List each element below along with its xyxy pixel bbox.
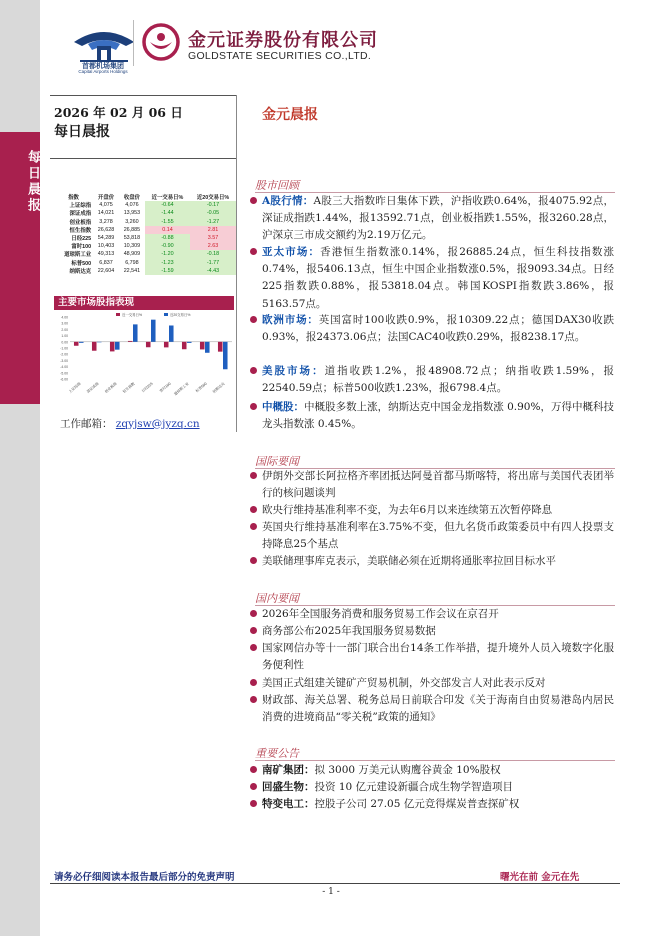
- bullet-icon: [250, 403, 257, 410]
- cell-d1: -0.88: [145, 234, 190, 242]
- category-label: 创业板指: [104, 381, 118, 395]
- cell-open: 6,837: [99, 259, 113, 266]
- cell-name: 创业板指: [69, 219, 92, 226]
- item-key: 中概股：: [262, 401, 305, 413]
- list-item: [262, 193, 614, 245]
- logo1-name: 首都机场集团: [82, 63, 124, 70]
- bar: [200, 342, 205, 350]
- cell-open: 26,628: [97, 226, 115, 233]
- cell-name: 标普500: [71, 260, 92, 267]
- bar: [97, 342, 102, 343]
- table-row: [54, 267, 236, 275]
- cell-open: 14,021: [97, 210, 115, 217]
- goldstate-logo-icon: [141, 22, 181, 62]
- cell-close: 48,909: [123, 251, 141, 258]
- col-header: 收盘价: [123, 195, 141, 202]
- y-tick-label: 1.00: [61, 334, 68, 339]
- list-item: [262, 468, 614, 502]
- bar: [205, 342, 210, 353]
- bar: [74, 342, 79, 346]
- cell-name: 上证综指: [69, 203, 92, 210]
- cell-close: 4,076: [125, 202, 139, 209]
- y-tick-label: -1.00: [60, 346, 68, 351]
- table-row: [54, 209, 236, 217]
- bullet-icon: [250, 523, 257, 530]
- item-text: 欧央行维持基准利率不变，为去年6月以来连续第五次暂停降息: [262, 504, 553, 516]
- cell-d20: 3.57: [190, 234, 236, 242]
- bullet-icon: [250, 627, 257, 634]
- cell-close: 10,309: [123, 243, 141, 250]
- report-heading: 金元晨报: [262, 107, 318, 123]
- list-item: [262, 692, 614, 726]
- item-key: A股行情：: [262, 195, 314, 207]
- list-item: [262, 796, 614, 813]
- bullet-icon: [250, 783, 257, 790]
- category-label: 深证成指: [86, 381, 100, 395]
- cell-d20: 2.63: [190, 242, 236, 250]
- page-title: 每日晨报: [54, 124, 110, 140]
- cell-name: 道琼斯工业: [64, 252, 92, 259]
- legend-label: 近一交易日%: [122, 313, 142, 317]
- bar: [146, 342, 151, 347]
- bullet-icon: [250, 197, 257, 204]
- section-heading: 重要公告: [255, 747, 299, 760]
- brand-name-en: GOLDSTATE SECURITIES CO.,LTD.: [188, 50, 372, 62]
- market-index-chart: [54, 311, 236, 401]
- list-item: [262, 606, 614, 623]
- item-key: 回盛生物：: [262, 781, 315, 793]
- item-text: 投资 10 亿元建设新疆合成生物学智造项目: [314, 781, 514, 793]
- section-heading: 国内要闻: [255, 592, 299, 605]
- item-key: 欧洲市场：: [262, 314, 319, 326]
- item-text: A股三大指数昨日集体下跌，沪指收跌0.64%，报4075.92点，深证成指跌1.44%，报13592.71点，创业板指跌1.55%，报3260.28点，沪深京三市成交额约为2.19万亿元。: [262, 195, 615, 242]
- list-item: [262, 623, 614, 640]
- item-text: 伊朗外交部长阿拉格齐率团抵达阿曼首都马斯喀特，将出席与美国代表团举行的核问题谈判: [262, 470, 614, 500]
- column-divider: [236, 95, 237, 432]
- table-row: [54, 201, 236, 209]
- list-item: [262, 502, 614, 519]
- item-text: 英国富时100收跌0.9%，报10309.22点；德国DAX30收跌0.93%，报24373.06点；法国CAC40收跌0.29%，报8238.17点。: [262, 314, 615, 344]
- list-item: [262, 553, 614, 570]
- disclaimer-note: 请务必仔细阅读本报告最后部分的免责声明: [54, 872, 235, 883]
- bar: [169, 325, 174, 341]
- table-row: [54, 250, 236, 258]
- item-key: 美股市场：: [262, 365, 325, 377]
- contact-label: 工作邮箱：: [60, 418, 113, 430]
- cell-open: 22,604: [97, 267, 115, 274]
- sidebar-title: 每日晨报: [25, 150, 40, 214]
- legend-swatch: [164, 313, 168, 316]
- cell-d20: -0.18: [190, 250, 236, 258]
- category-label: 道琼斯工业: [173, 381, 190, 397]
- y-tick-label: -4.00: [60, 365, 68, 370]
- cell-d1: 0.14: [145, 226, 190, 234]
- item-text: 香港恒生指数涨0.14%，报26885.24点，恒生科技指数涨0.74%，报5406.13点，恒生中国企业指数涨0.5%，报9093.34点。日经225指数跌0.88%，报53818.04点。韩国KOSPI指数跌3.86%，报5163.57点。: [262, 246, 614, 310]
- cell-d20: -1.27: [190, 218, 236, 226]
- category-label: 上证综指: [68, 381, 82, 395]
- col-header: 近20交易日%: [196, 195, 230, 202]
- table-row: [54, 234, 236, 242]
- section-heading: 股市回顾: [255, 179, 299, 192]
- item-text: 美国正式组建关键矿产贸易机制，外交部发言人对此表示反对: [262, 677, 546, 689]
- item-text: 2026年全国服务消费和服务贸易工作会议在京召开: [262, 608, 499, 620]
- bullet-icon: [250, 696, 257, 703]
- bar: [151, 320, 156, 342]
- contact-line: [60, 416, 200, 431]
- bullet-icon: [250, 557, 257, 564]
- list-item: [262, 363, 614, 397]
- y-tick-label: -3.00: [60, 358, 68, 363]
- bar: [164, 342, 169, 348]
- brand-name-cn: 金元证券股份有限公司: [188, 30, 378, 50]
- item-text: 国家网信办等十一部门联合出台14条工作举措，提升境外人员入境数字化服务便利性: [262, 642, 614, 672]
- cell-d20: -0.17: [190, 201, 236, 209]
- section-rule: [255, 760, 615, 761]
- cell-d1: -0.64: [145, 201, 190, 209]
- top-rule: [50, 95, 236, 96]
- y-tick-label: -6.00: [60, 377, 68, 382]
- y-tick-label: 4.00: [61, 315, 68, 320]
- index-table: [54, 193, 236, 275]
- item-text: 商务部公布2025年我国服务贸易数据: [262, 625, 436, 637]
- bar: [187, 342, 192, 343]
- cell-open: 54,289: [97, 235, 115, 242]
- slogan: 曙光在前 金元在先: [500, 872, 580, 883]
- cell-open: 4,075: [99, 202, 113, 209]
- category-label: 恒生指数: [122, 381, 136, 395]
- category-label: 标普500: [194, 381, 208, 394]
- list-item: [262, 399, 614, 433]
- cell-close: 22,541: [123, 267, 141, 274]
- item-text: 英国央行维持基准利率在3.75%不变，但九名货币政策委员中有四人投票支持降息25个基点: [262, 521, 614, 551]
- bar: [115, 342, 120, 350]
- cell-name: 日经225: [71, 236, 92, 243]
- bar: [223, 342, 228, 369]
- cell-open: 3,278: [99, 218, 113, 225]
- y-tick-label: -5.00: [60, 371, 68, 376]
- legend-swatch: [116, 313, 120, 316]
- cell-d20: -0.05: [190, 209, 236, 217]
- cell-d1: -0.90: [145, 242, 190, 250]
- bullet-icon: [250, 367, 257, 374]
- bullet-icon: [250, 610, 257, 617]
- item-text: 财政部、海关总署、税务总局日前联合印发《关于海南自由贸易港岛内居民消费的进境商品“零关税”政策的通知》: [262, 694, 614, 724]
- cell-close: 53,818: [123, 235, 141, 242]
- bar: [92, 342, 97, 351]
- cell-name: 纳斯达克: [69, 268, 92, 275]
- bar: [128, 341, 133, 342]
- list-item: [262, 779, 614, 796]
- contact-email-link[interactable]: zqyjsw@jyzq.cn: [115, 418, 200, 430]
- legend-label: 近20交易日%: [170, 313, 191, 317]
- bullet-icon: [250, 472, 257, 479]
- cell-close: 13,953: [123, 210, 141, 217]
- page-number: - 1 -: [322, 887, 340, 897]
- cell-d20: 2.81: [190, 226, 236, 234]
- y-tick-label: -2.00: [60, 352, 68, 357]
- item-key: 特变电工：: [262, 798, 315, 810]
- item-text: 拟 3000 万美元认购鹰谷黄金 10%股权: [314, 764, 501, 776]
- bullet-icon: [250, 644, 257, 651]
- list-item: [262, 312, 614, 346]
- list-item: [262, 519, 614, 553]
- item-text: 美联储理事库克表示，美联储必须在近期将通胀率拉回目标水平: [262, 555, 556, 567]
- cell-d1: -1.20: [145, 250, 190, 258]
- list-item: [262, 244, 614, 313]
- logo1-subtitle: Capital Airports Holdings: [78, 69, 128, 74]
- col-header: 近一交易日%: [151, 195, 184, 202]
- table-row: [54, 218, 236, 226]
- cell-d20: -4.43: [190, 267, 236, 275]
- item-text: 中概股多数上涨，纳斯达克中国金龙指数涨 0.90%，万得中概科技龙头指数涨 0.45%。: [262, 401, 614, 431]
- cell-open: 49,313: [97, 251, 115, 258]
- category-label: 日经225: [140, 381, 154, 394]
- cell-d1: -1.55: [145, 218, 190, 226]
- footer-rule: [50, 883, 620, 884]
- col-header: 指数: [68, 195, 79, 202]
- header-divider: [133, 20, 134, 66]
- bullet-icon: [250, 506, 257, 513]
- cell-name: 富时100: [71, 244, 92, 251]
- bullet-icon: [250, 316, 257, 323]
- list-item: [262, 675, 614, 692]
- bullet-icon: [250, 679, 257, 686]
- y-tick-label: 3.00: [61, 321, 68, 326]
- table-row: [54, 259, 236, 267]
- section-heading: 国际要闻: [255, 455, 299, 468]
- title-rule: [50, 158, 236, 159]
- bar: [110, 342, 115, 352]
- cell-close: 26,885: [123, 226, 141, 233]
- list-item: [262, 762, 614, 779]
- cell-close: 3,260: [125, 218, 139, 225]
- bar: [182, 342, 187, 349]
- cell-d1: -1.44: [145, 209, 190, 217]
- cell-d1: -1.59: [145, 267, 190, 275]
- bullet-icon: [250, 766, 257, 773]
- item-text: 控股子公司 27.05 亿元竞得煤炭普查探矿权: [314, 798, 520, 810]
- cell-d1: -1.23: [145, 259, 190, 267]
- cell-open: 10,403: [97, 243, 115, 250]
- item-text: 道指收跌1.2%，报48908.72点；纳指收跌1.59%，报22540.59点；标普500收跌1.23%，报6798.4点。: [262, 365, 614, 395]
- y-tick-label: 0.00: [61, 340, 68, 345]
- cell-d20: -1.77: [190, 259, 236, 267]
- category-label: 纳斯达克: [212, 381, 226, 395]
- category-label: 富时100: [158, 381, 172, 394]
- cell-name: 恒生指数: [69, 227, 92, 234]
- bar: [133, 324, 138, 341]
- cell-close: 6,798: [125, 259, 139, 266]
- table-row: [54, 242, 236, 250]
- item-key: 南矿集团：: [262, 764, 315, 776]
- y-tick-label: 2.00: [61, 327, 68, 332]
- bullet-icon: [250, 248, 257, 255]
- item-key: 亚太市场：: [262, 246, 321, 258]
- col-header: 开盘价: [97, 195, 115, 202]
- report-date: 2026 年 02 月 06 日: [54, 105, 183, 120]
- bar: [79, 342, 84, 343]
- index-table-header: [54, 193, 236, 201]
- list-item: [262, 640, 614, 674]
- bullet-icon: [250, 800, 257, 807]
- table-row: [54, 226, 236, 234]
- chart-title: 主要市场股指表现: [54, 296, 234, 310]
- bar: [218, 342, 223, 352]
- cell-name: 深证成指: [69, 211, 92, 218]
